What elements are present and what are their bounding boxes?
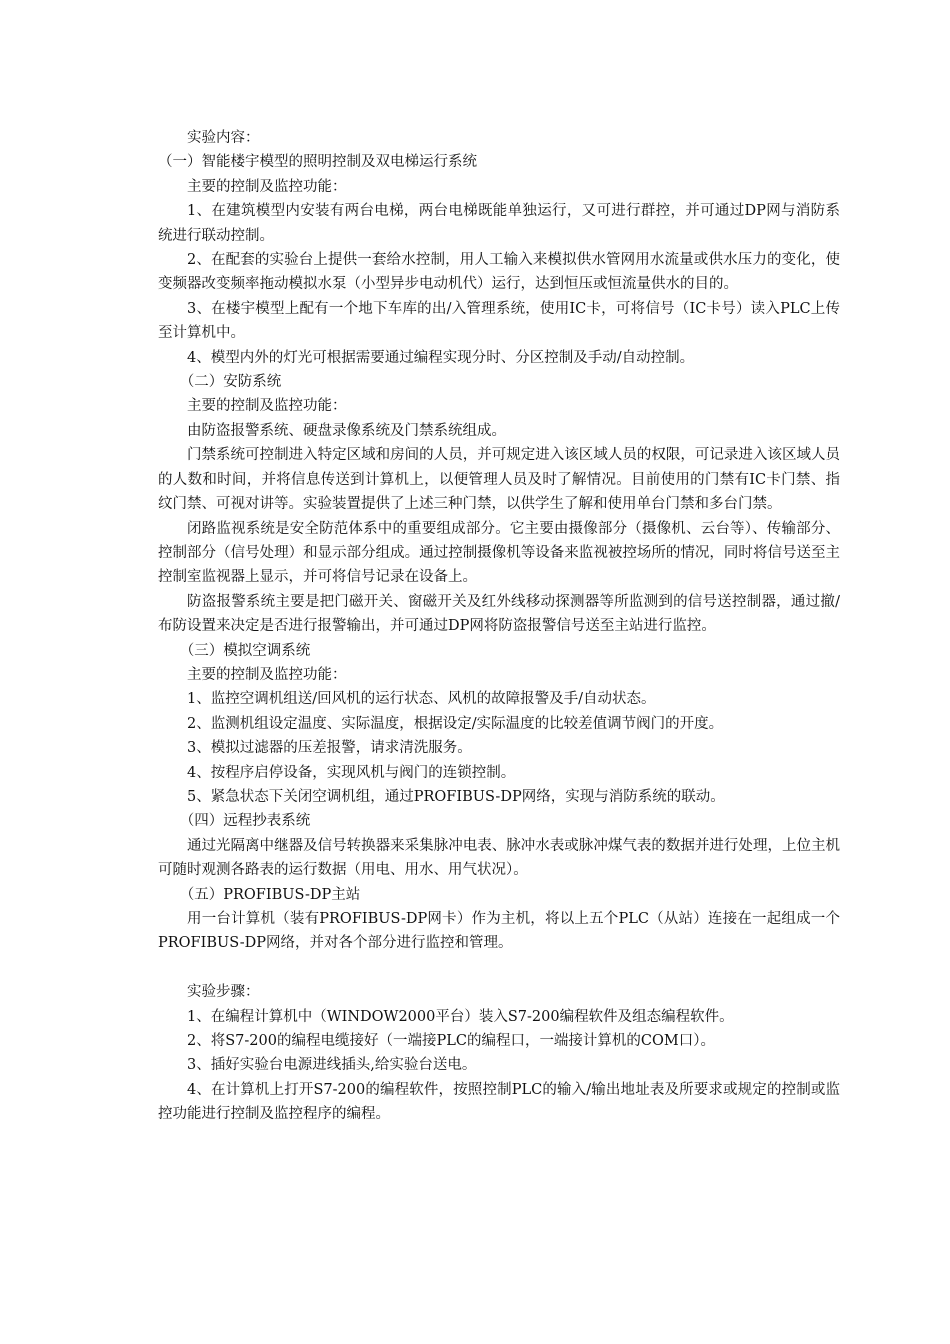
section-4-text: 通过光隔离中继器及信号转换器来采集脉冲电表、脉冲水表或脉冲煤气表的数据并进行处理，上位主机可随时观测各路表的运行数据（用电、用水、用气状况）。 — [158, 837, 840, 879]
section-1-title: （一）智能楼宇模型的照明控制及双电梯运行系统 — [158, 154, 477, 171]
section-2-access-control: 门禁系统可控制进入特定区域和房间的人员，并可规定进入该区域人员的权限，可记录进入该区域人员的人数和时间，并将信息传送到计算机上，以便管理人员及时了解情况。目前使用的门禁有IC卡门禁、指纹门禁、可视对讲等。实验装置提供了上述三种门禁，以供学生了解和使用单台门禁和多台门禁。 — [158, 447, 840, 513]
step-3: 3、插好实验台电源进线插头,给实验台送电。 — [187, 1057, 477, 1074]
section-3-item-1: 1、监控空调机组送/回风机的运行状态、风机的故障报警及手/自动状态。 — [187, 691, 656, 708]
section-1-item-2: 2、在配套的实验台上提供一套给水控制，用人工输入来模拟供水管网用水流量或供水压力的变化，使变频器改变频率拖动模拟水泵（小型异步电动机代）运行，达到恒压或恒流量供水的目的。 — [158, 252, 840, 293]
section-1-subtitle: 主要的控制及监控功能： — [187, 178, 347, 195]
step-2: 2、将S7-200的编程电缆接好（一端接PLC的编程口，一端接计算机的COM口）。 — [187, 1033, 716, 1050]
section-3-subtitle: 主要的控制及监控功能： — [187, 666, 347, 683]
section-3-item-4: 4、按程序启停设备，实现风机与阀门的连锁控制。 — [187, 764, 516, 781]
section-3-item-5: 5、紧急状态下关闭空调机组，通过PROFIBUS-DP网络，实现与消防系统的联动。 — [187, 788, 725, 805]
step-4: 4、在计算机上打开S7-200的编程软件，按照控制PLC的输入/输出地址表及所要求或规定的控制或监控功能进行控制及监控程序的编程。 — [158, 1081, 840, 1123]
section-1-item-1: 1、在建筑模型内安装有两台电梯，两台电梯既能单独运行，又可进行群控，并可通过DP网与消防系统进行联动控制。 — [158, 203, 840, 244]
blank-line — [158, 956, 840, 980]
section-2-intro: 由防盗报警系统、硬盘录像系统及门禁系统组成。 — [187, 422, 506, 439]
section-3-item-3: 3、模拟过滤器的压差报警，请求清洗服务。 — [187, 740, 472, 757]
section-2-cctv: 闭路监视系统是安全防范体系中的重要组成部分。它主要由摄像部分（摄像机、云台等）、传输部分、控制部分（信号处理）和显示部分组成。通过控制摄像机等设备来监视被控场所的情况，同时将信号送至主控制室监视器上显示，并可将信号记录在设备上。 — [158, 520, 840, 586]
section-3-title: （三）模拟空调系统 — [179, 642, 311, 659]
steps-heading: 实验步骤： — [187, 984, 260, 1001]
document-page — [158, 126, 840, 1127]
section-1-item-3: 3、在楼宇模型上配有一个地下车库的出/入管理系统，使用IC卡，可将信号（IC卡号）读入PLC上传至计算机中。 — [158, 300, 840, 342]
section-5-text: 用一台计算机（装有PROFIBUS-DP网卡）作为主机，将以上五个PLC（从站）连接在一起组成一个PROFIBUS-DP网络，并对各个部分进行监控和管理。 — [158, 911, 840, 952]
step-1: 1、在编程计算机中（WINDOW2000平台）装入S7-200编程软件及组态编程软件。 — [187, 1008, 734, 1025]
section-5-title: （五）PROFIBUS-DP主站 — [179, 886, 361, 903]
section-2-title: （二）安防系统 — [179, 374, 282, 391]
section-3-item-2: 2、监测机组设定温度、实际温度，根据设定/实际温度的比较差值调节阀门的开度。 — [187, 715, 724, 732]
section-1-item-4: 4、模型内外的灯光可根据需要通过编程实现分时、分区控制及手动/自动控制。 — [187, 349, 695, 366]
section-2-subtitle: 主要的控制及监控功能： — [187, 398, 347, 415]
content-heading: 实验内容： — [187, 130, 260, 146]
section-2-alarm: 防盗报警系统主要是把门磁开关、窗磁开关及红外线移动探测器等所监测到的信号送控制器，通过撤/布防设置来决定是否进行报警输出，并可通过DP网将防盗报警信号送至主站进行监控。 — [158, 593, 840, 635]
section-4-title: （四）远程抄表系统 — [179, 813, 311, 830]
